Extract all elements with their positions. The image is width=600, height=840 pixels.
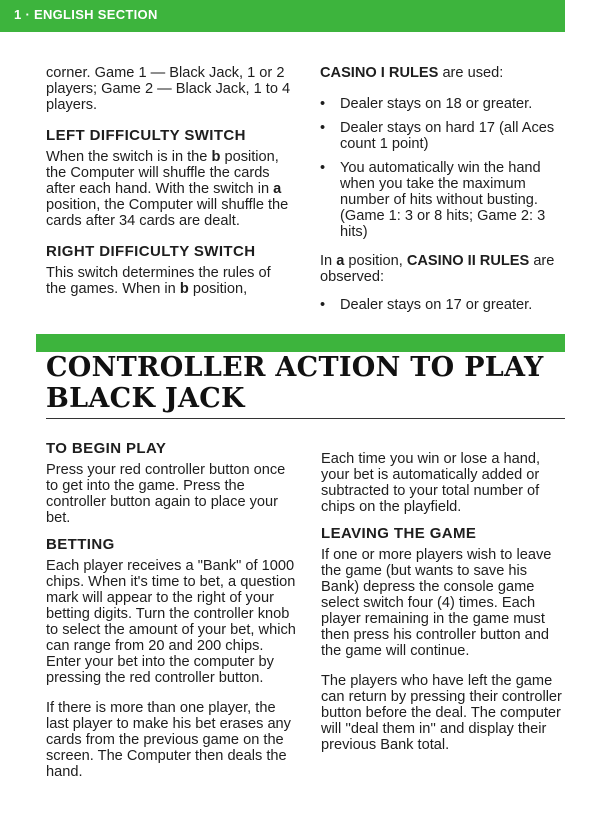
bullet-icon: •	[320, 160, 326, 176]
leaving-game-heading: LEAVING THE GAME	[321, 525, 477, 542]
casino1-intro: CASINO I RULES are used:	[320, 65, 504, 81]
lower-right-column	[321, 451, 565, 753]
section-banner	[0, 0, 565, 32]
right-switch-heading: RIGHT DIFFICULTY SWITCH	[46, 243, 256, 260]
casino2-rules-list	[320, 297, 565, 313]
casino1-rules-list	[320, 96, 565, 240]
begin-play-paragraph: Press your red controller button once to get into the game. Press the controller button again to place your bet.	[46, 462, 286, 526]
leaving-game-paragraph: If one or more players wish to leave the game (but wants to save his Bank) depress the console game select switch four (4) times. Each player remaining in the game must then press his controller button and the game will continue.	[321, 547, 552, 659]
begin-play-heading: TO BEGIN PLAY	[46, 440, 167, 457]
page-title-line-2: BLACK JACK	[46, 383, 245, 414]
win-lose-paragraph: Each time you win or lose a hand, your bet is automatically added or subtracted to your total number of chips on the playfield.	[321, 451, 541, 515]
list-item: • Dealer stays on hard 17 (all Aces count 1 point)	[320, 120, 555, 152]
bullet-icon: •	[320, 96, 326, 112]
right-switch-paragraph: This switch determines the rules of the games. When in b position,	[46, 265, 271, 297]
title-band	[36, 334, 565, 352]
left-switch-heading: LEFT DIFFICULTY SWITCH	[46, 127, 246, 144]
upper-right-column	[320, 65, 565, 321]
title-divider	[46, 418, 565, 419]
list-item: • Dealer stays on 18 or greater.	[320, 96, 533, 112]
list-item: • Dealer stays on 17 or greater.	[320, 297, 533, 313]
section-label: 1 · ENGLISH SECTION	[14, 7, 158, 22]
return-paragraph: The players who have left the game can return by pressing their controller button before the deal. The computer will ''deal them in'' and display their previous Bank total.	[321, 673, 562, 753]
betting-heading: BETTING	[46, 536, 115, 553]
lower-left-column	[46, 440, 296, 780]
casino2-intro: In a position, CASINO II RULES are observed:	[320, 253, 555, 285]
bullet-icon: •	[320, 120, 326, 136]
list-item: • You automatically win the hand when you take the maximum number of hits without busting. (Game 1: 3 or 8 hits; Game 2: 3 hits)	[320, 160, 546, 240]
more-players-paragraph: If there is more than one player, the last player to make his bet erases any cards from the previous game on the screen. The Computer then deals the hand.	[46, 700, 291, 780]
upper-left-column	[46, 65, 294, 297]
page-title-line-1: CONTROLLER ACTION TO PLAY	[46, 352, 544, 383]
betting-paragraph: Each player receives a "Bank" of 1000 chips. When it's time to bet, a question mark will appear to the right of your betting digits. Turn the controller knob to select the amount of your bet, which can range from 20 and 200 chips. Enter your bet into the computer by pressing the red controller button.	[46, 558, 296, 686]
bullet-icon: •	[320, 297, 326, 313]
left-switch-paragraph: When the switch is in the b position, the Computer will shuffle the cards after each hand. With the switch in a position, the Computer will shuffle the cards after 34 cards are dealt.	[46, 149, 289, 229]
page-title	[46, 352, 544, 414]
intro-paragraph: corner. Game 1 — Black Jack, 1 or 2 players; Game 2 — Black Jack, 1 to 4 players.	[46, 65, 291, 113]
